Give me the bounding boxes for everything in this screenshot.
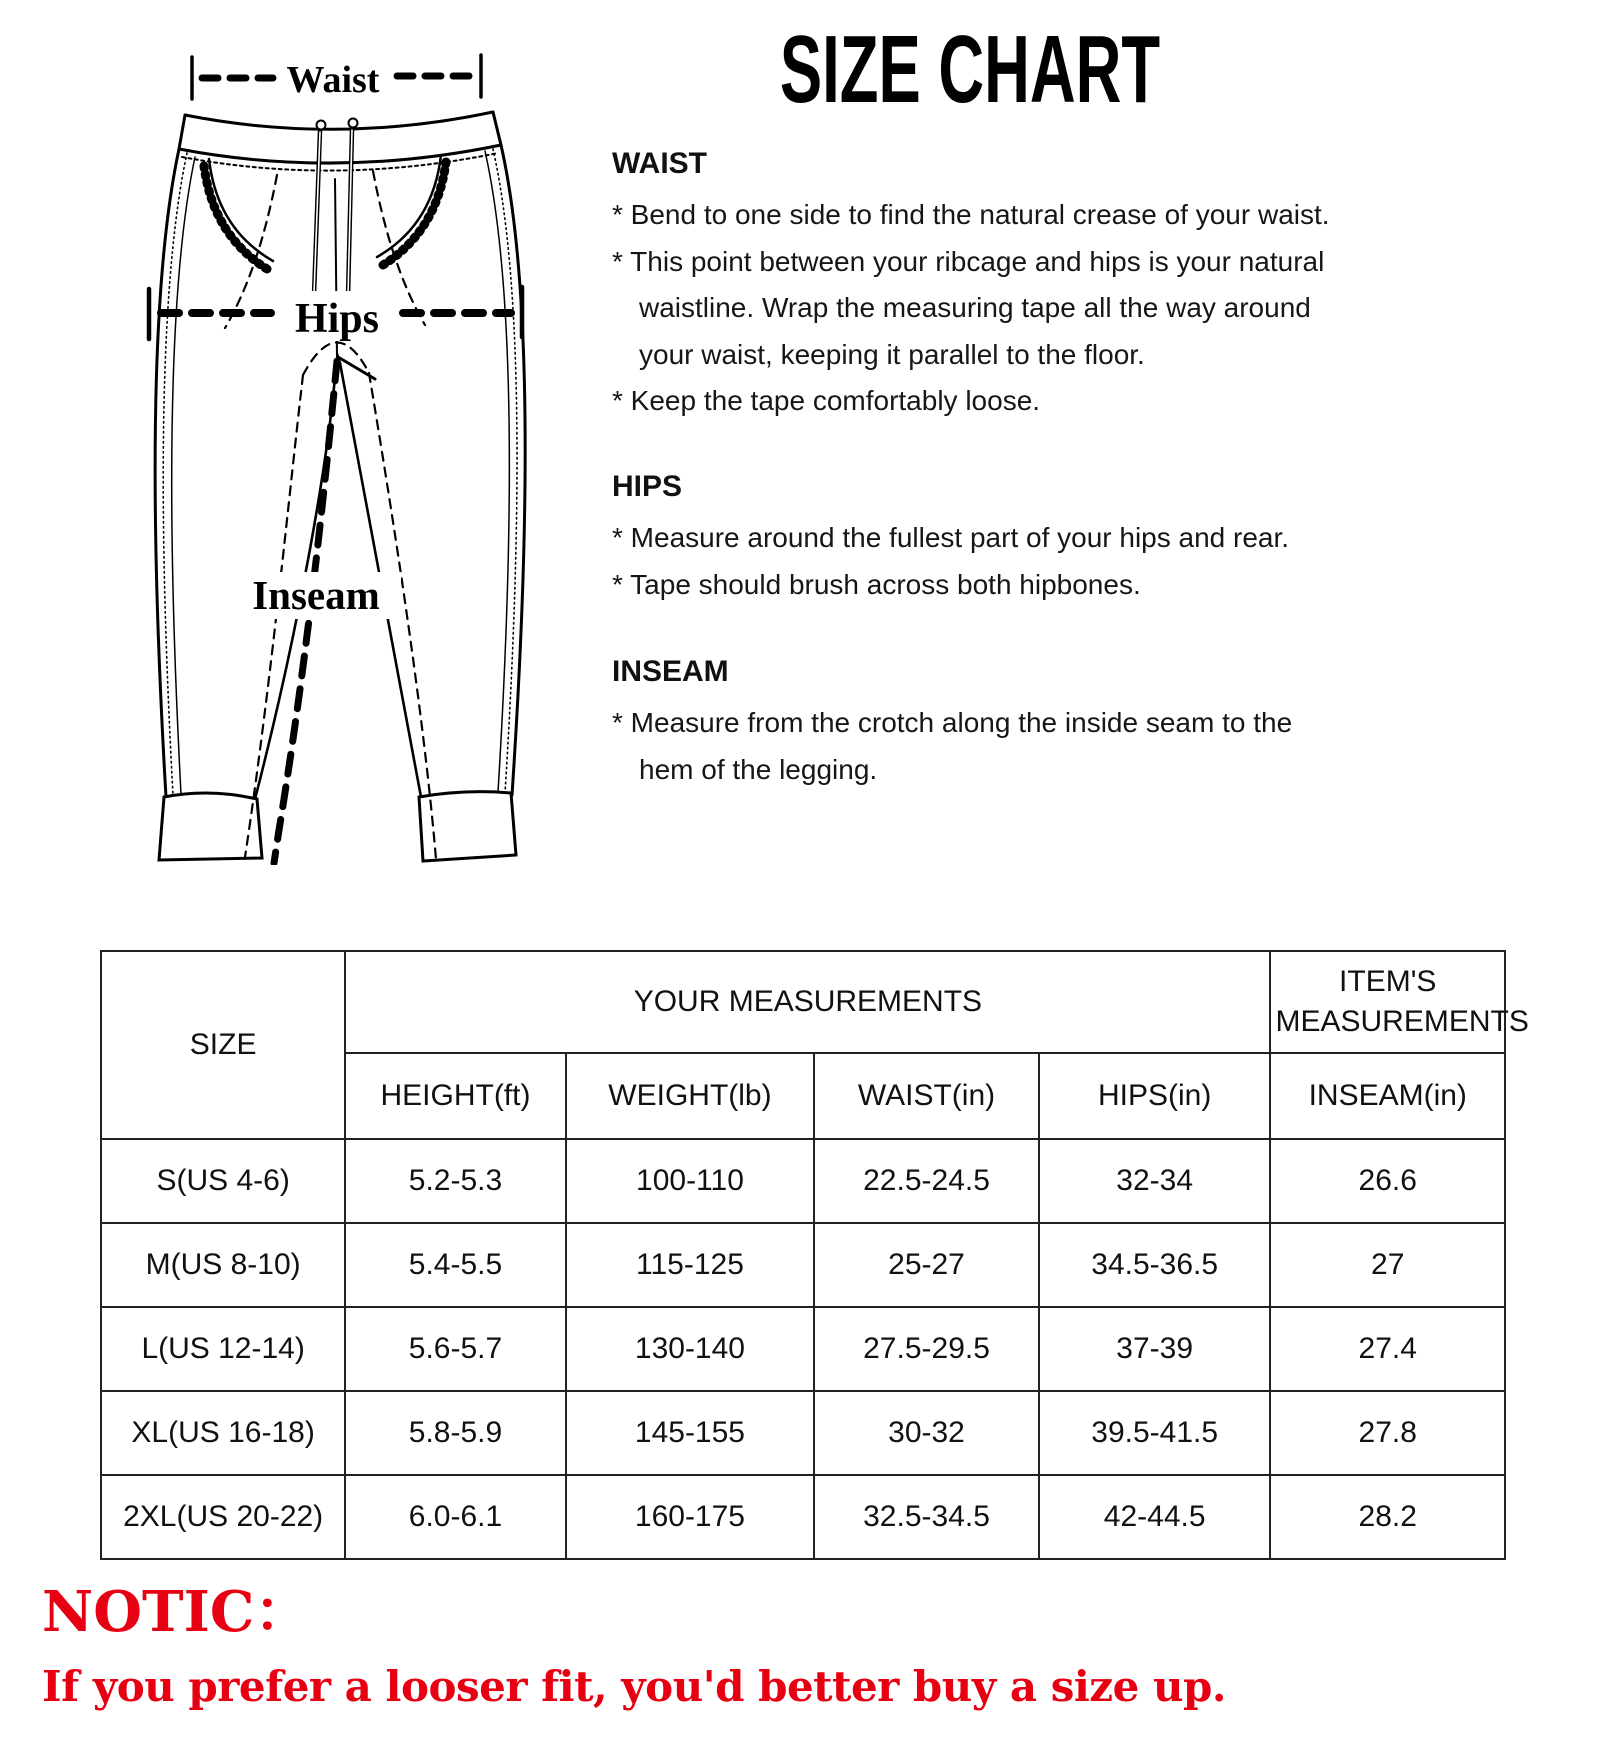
section-waist [612, 147, 1512, 425]
cell-inseam: 26.6 [1270, 1139, 1505, 1223]
section-hips [612, 470, 1512, 608]
section-hips-heading: HIPS [612, 470, 683, 503]
hips-line: * Tape should brush across both hipbones. [612, 568, 1141, 600]
side-stitch-left [163, 153, 187, 795]
cell-hips: 32-34 [1039, 1139, 1271, 1223]
cell-hips: 39.5-41.5 [1039, 1391, 1271, 1475]
pants-diagram [105, 45, 545, 865]
cell-waist: 25-27 [814, 1223, 1039, 1307]
table-row-xl [101, 1391, 1505, 1475]
waist-line: * Bend to one side to find the natural crease of your waist. [612, 199, 1330, 230]
col-header-height: HEIGHT(ft) [345, 1053, 565, 1139]
page-title-wrap [620, 16, 1320, 123]
hips-diagram-label: Hips [294, 296, 380, 342]
section-inseam-lines [612, 700, 1512, 793]
cell-height: 5.6-5.7 [345, 1307, 565, 1391]
cell-waist: 22.5-24.5 [814, 1139, 1039, 1223]
grommet-right [349, 119, 358, 128]
waist-line: your waist, keeping it parallel to the floor. [639, 338, 1145, 370]
hips-line: * Measure around the fullest part of your hips and rear. [612, 522, 1290, 553]
waist-line: waistline. Wrap the measuring tape all the way around [639, 292, 1311, 323]
cell-size: M(US 8-10) [101, 1223, 345, 1307]
inseam-measure [231, 361, 401, 863]
cell-hips: 34.5-36.5 [1039, 1223, 1271, 1307]
section-inseam [612, 655, 1512, 793]
waistband-left-edge [179, 115, 185, 149]
cell-waist: 32.5-34.5 [814, 1475, 1039, 1559]
page-title: SIZE CHART [779, 16, 1161, 123]
cuffs [159, 792, 516, 861]
col-header-size: SIZE [101, 951, 345, 1139]
waistband-top-edge [185, 112, 493, 129]
cell-weight: 145-155 [566, 1391, 815, 1475]
cell-size: XL(US 16-18) [101, 1391, 345, 1475]
section-waist-heading: WAIST [612, 147, 707, 180]
waist-measure-line [192, 55, 481, 101]
cell-height: 5.4-5.5 [345, 1223, 565, 1307]
cell-weight: 115-125 [566, 1223, 815, 1307]
waist-diagram-label: Waist [286, 59, 380, 101]
outer-seam-right [501, 145, 525, 795]
cell-weight: 100-110 [566, 1139, 815, 1223]
cell-inseam: 27 [1270, 1223, 1505, 1307]
notice-text: If you prefer a looser fit, you'd better buy a size up. [42, 1662, 1227, 1711]
waistband-bottom-edge [179, 145, 501, 163]
inseam-line: * Measure from the crotch along the inside seam to the [612, 707, 1293, 738]
cell-size: L(US 12-14) [101, 1307, 345, 1391]
cell-height: 5.8-5.9 [345, 1391, 565, 1475]
table-row-m [101, 1223, 1505, 1307]
table-row-2xl [101, 1475, 1505, 1559]
cell-inseam: 28.2 [1270, 1475, 1505, 1559]
cell-hips: 37-39 [1039, 1307, 1271, 1391]
cell-height: 6.0-6.1 [345, 1475, 565, 1559]
grommet-left [317, 121, 326, 130]
side-panel-right [485, 151, 509, 792]
col-header-items-measurements: ITEM'S MEASUREMENTS [1270, 951, 1505, 1053]
waistband-right-edge [493, 112, 501, 145]
section-hips-lines [612, 515, 1512, 608]
hips-measure-line [149, 287, 522, 342]
cell-hips: 42-44.5 [1039, 1475, 1271, 1559]
inseam-line: hem of the legging. [639, 753, 878, 785]
cell-waist: 27.5-29.5 [814, 1307, 1039, 1391]
cell-size: 2XL(US 20-22) [101, 1475, 345, 1559]
cell-waist: 30-32 [814, 1391, 1039, 1475]
cell-weight: 160-175 [566, 1475, 815, 1559]
notice-heading: NOTIC： [42, 1579, 311, 1645]
section-inseam-heading: INSEAM [612, 655, 729, 688]
col-header-waist: WAIST(in) [814, 1053, 1039, 1139]
waist-line: * This point between your ribcage and hips is your natural [612, 245, 1325, 277]
waistband [179, 112, 501, 171]
cell-inseam: 27.8 [1270, 1391, 1505, 1475]
cell-weight: 130-140 [566, 1307, 815, 1391]
outer-seam-left [155, 149, 179, 797]
col-header-inseam: INSEAM(in) [1270, 1053, 1505, 1139]
cell-inseam: 27.4 [1270, 1307, 1505, 1391]
inseam-diagram-label: Inseam [252, 572, 380, 618]
side-stitch-right [493, 149, 517, 793]
col-header-hips: HIPS(in) [1039, 1053, 1271, 1139]
legs [155, 145, 525, 799]
col-header-your-measurements: YOUR MEASUREMENTS [345, 951, 1270, 1053]
waist-line: * Keep the tape comfortably loose. [612, 385, 1041, 416]
size-table [100, 950, 1529, 1560]
side-panel-left [172, 157, 195, 794]
cell-height: 5.2-5.3 [345, 1139, 565, 1223]
cell-size: S(US 4-6) [101, 1139, 345, 1223]
table-row-l [101, 1307, 1505, 1391]
col-header-weight: WEIGHT(lb) [566, 1053, 815, 1139]
cuff-left [159, 793, 262, 860]
section-waist-lines [612, 192, 1512, 425]
table-row-s [101, 1139, 1505, 1223]
